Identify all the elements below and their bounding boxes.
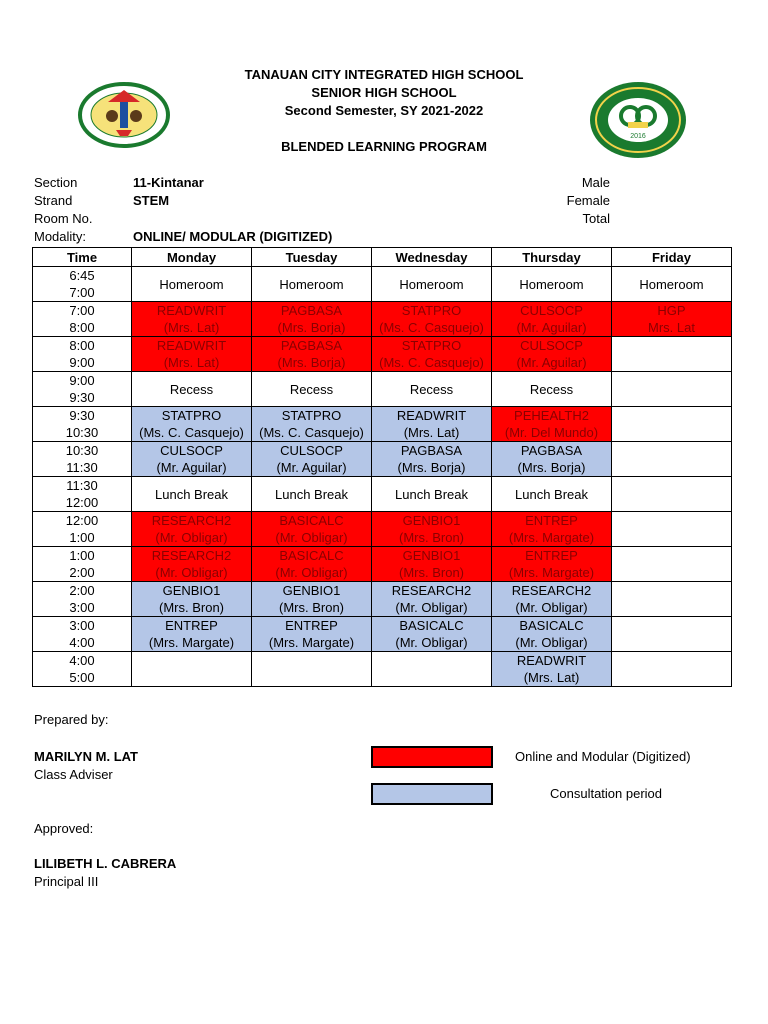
- subject-code: HGP: [657, 303, 686, 318]
- schedule-cell-wednesday: [372, 337, 492, 372]
- schedule-cell-friday: [612, 477, 732, 512]
- teacher-name: (Mr. Obligar): [395, 600, 468, 615]
- subject-code: READWRIT: [516, 653, 587, 668]
- time-cell: [33, 372, 132, 407]
- time-start: 11:30: [66, 478, 98, 493]
- teacher-name: (Mrs. Borja): [277, 320, 346, 335]
- column-header-wednesday: Wednesday: [372, 248, 492, 267]
- teacher-name: (Mrs. Bron): [399, 565, 464, 580]
- time-end: 2:00: [69, 565, 95, 580]
- time-end: 11:30: [66, 460, 98, 475]
- subject-code: PAGBASA: [520, 443, 583, 458]
- legend-consult-label: Consultation period: [550, 786, 663, 801]
- adviser-name: MARILYN M. LAT: [34, 749, 138, 764]
- section-info: [34, 174, 734, 246]
- schedule-cell-friday: [612, 617, 732, 652]
- time-cell: [33, 547, 132, 582]
- teacher-name: Mrs. Lat: [648, 320, 695, 335]
- schedule-cell-wednesday: [372, 512, 492, 547]
- approved-label: Approved:: [34, 821, 94, 836]
- schedule-cell-wednesday: [372, 617, 492, 652]
- principal-title: Principal III: [34, 874, 99, 889]
- teacher-name: (Ms. C. Casquejo): [379, 355, 484, 370]
- subject-code: GENBIO1: [282, 583, 341, 598]
- teacher-name: (Mrs. Bron): [159, 600, 224, 615]
- activity-label: Lunch Break: [395, 486, 468, 502]
- subject-code: RESEARCH2: [511, 583, 592, 598]
- room-label: Room No.: [34, 211, 93, 226]
- time-cell: [33, 302, 132, 337]
- subject-code: READWRIT: [156, 303, 227, 318]
- schedule-cell-friday: [612, 267, 732, 302]
- teacher-name: (Mrs. Borja): [277, 355, 346, 370]
- time-start: 6:45: [69, 268, 95, 283]
- time-end: 5:00: [69, 670, 95, 685]
- deped-seal-logo: [78, 82, 170, 148]
- column-header-friday: Friday: [612, 248, 732, 267]
- schedule-cell-tuesday: [252, 652, 372, 687]
- schedule-cell-monday: [132, 442, 252, 477]
- teacher-name: (Mr. Aguilar): [156, 460, 227, 475]
- schedule-cell-monday: [132, 617, 252, 652]
- teacher-name: (Mrs. Margate): [508, 530, 595, 545]
- time-end: 9:30: [69, 390, 95, 405]
- schedule-row: [33, 582, 732, 617]
- time-cell: [33, 337, 132, 372]
- schedule-row: [33, 337, 732, 372]
- teacher-name: (Mrs. Margate): [148, 635, 235, 650]
- time-start: 10:30: [65, 443, 99, 458]
- modality-value: ONLINE/ MODULAR (DIGITIZED): [133, 229, 333, 244]
- schedule-row: [33, 547, 732, 582]
- schedule-cell-tuesday: [252, 372, 372, 407]
- activity-label: Lunch Break: [275, 486, 348, 502]
- teacher-name: (Mrs. Borja): [517, 460, 586, 475]
- schedule-cell-friday: [612, 337, 732, 372]
- section-label: Section: [34, 175, 78, 190]
- subject-code: CULSOCP: [160, 443, 223, 458]
- teacher-name: (Mr. Del Mundo): [504, 425, 599, 440]
- schedule-cell-wednesday: [372, 407, 492, 442]
- time-start: 4:00: [69, 653, 95, 668]
- teacher-name: (Mrs. Lat): [523, 670, 580, 685]
- time-cell: [33, 442, 132, 477]
- teacher-name: (Mr. Obligar): [395, 635, 468, 650]
- teacher-name: (Mr. Aguilar): [516, 320, 587, 335]
- activity-label: Recess: [169, 381, 214, 397]
- schedule-cell-tuesday: [252, 582, 372, 617]
- subject-code: PAGBASA: [280, 303, 343, 318]
- schedule-row: [33, 302, 732, 337]
- subject-code: BASICALC: [279, 548, 344, 563]
- schedule-row: [33, 267, 732, 302]
- schedule-cell-wednesday: [372, 582, 492, 617]
- activity-label: Homeroom: [279, 276, 344, 292]
- schedule-cell-friday: [612, 547, 732, 582]
- schedule-cell-friday: [612, 442, 732, 477]
- schedule-cell-monday: [132, 267, 252, 302]
- activity-label: Lunch Break: [515, 486, 588, 502]
- prepared-by-label: Prepared by:: [34, 712, 109, 727]
- schedule-cell-thursday: [492, 547, 612, 582]
- time-end: 10:30: [65, 425, 99, 440]
- section-value: 11-Kintanar: [133, 175, 204, 190]
- time-end: 8:00: [69, 320, 95, 335]
- schedule-row: [33, 442, 732, 477]
- teacher-name: (Mr. Aguilar): [516, 355, 587, 370]
- subject-code: CULSOCP: [520, 303, 583, 318]
- class-schedule-table: [32, 247, 732, 687]
- schedule-row: [33, 477, 732, 512]
- time-start: 9:00: [69, 373, 95, 388]
- schedule-header-row: [33, 248, 732, 267]
- program-title: BLENDED LEARNING PROGRAM: [281, 139, 487, 154]
- column-header-thursday: Thursday: [492, 248, 612, 267]
- schedule-cell-wednesday: [372, 372, 492, 407]
- time-cell: [33, 512, 132, 547]
- schedule-row: [33, 652, 732, 687]
- subject-code: GENBIO1: [402, 513, 461, 528]
- time-start: 8:00: [69, 338, 95, 353]
- teacher-name: (Mr. Obligar): [515, 600, 588, 615]
- time-end: 12:00: [65, 495, 99, 510]
- modality-label: Modality:: [34, 229, 87, 244]
- adviser-title: Class Adviser: [34, 767, 113, 782]
- schedule-cell-thursday: [492, 652, 612, 687]
- schedule-cell-tuesday: [252, 302, 372, 337]
- schedule-cell-thursday: [492, 512, 612, 547]
- school-name: TANAUAN CITY INTEGRATED HIGH SCHOOL: [244, 67, 524, 82]
- schedule-cell-thursday: [492, 302, 612, 337]
- subject-code: BASICALC: [399, 618, 464, 633]
- time-cell: [33, 582, 132, 617]
- teacher-name: (Mr. Obligar): [155, 530, 228, 545]
- schedule-cell-friday: [612, 652, 732, 687]
- time-cell: [33, 617, 132, 652]
- schedule-row: [33, 372, 732, 407]
- teacher-name: (Mrs. Margate): [268, 635, 355, 650]
- subject-code: STATPRO: [401, 303, 462, 318]
- time-start: 2:00: [69, 583, 95, 598]
- column-header-tuesday: Tuesday: [252, 248, 372, 267]
- teacher-name: (Mr. Obligar): [515, 635, 588, 650]
- time-end: 1:00: [69, 530, 95, 545]
- schedule-cell-monday: [132, 652, 252, 687]
- activity-label: Homeroom: [519, 276, 584, 292]
- time-cell: [33, 407, 132, 442]
- subject-code: ENTREP: [165, 618, 218, 633]
- schedule-row: [33, 407, 732, 442]
- legend-online-label: Online and Modular (Digitized): [515, 749, 691, 764]
- teacher-name: (Mrs. Borja): [397, 460, 466, 475]
- subject-code: ENTREP: [285, 618, 338, 633]
- teacher-name: (Ms. C. Casquejo): [379, 320, 484, 335]
- subject-code: ENTREP: [525, 513, 578, 528]
- activity-label: Lunch Break: [155, 486, 228, 502]
- schedule-cell-tuesday: [252, 617, 372, 652]
- schedule-cell-wednesday: [372, 267, 492, 302]
- teacher-name: (Mr. Obligar): [275, 565, 348, 580]
- schedule-row: [33, 512, 732, 547]
- subject-code: STATPRO: [161, 408, 222, 423]
- schedule-cell-friday: [612, 302, 732, 337]
- subject-code: CULSOCP: [280, 443, 343, 458]
- schedule-cell-tuesday: [252, 547, 372, 582]
- teacher-name: (Mrs. Lat): [403, 425, 460, 440]
- schedule-cell-monday: [132, 547, 252, 582]
- teacher-name: (Mr. Aguilar): [276, 460, 347, 475]
- schedule-cell-thursday: [492, 582, 612, 617]
- schedule-cell-monday: [132, 372, 252, 407]
- schedule-cell-thursday: [492, 477, 612, 512]
- time-end: 7:00: [69, 285, 95, 300]
- schedule-cell-monday: [132, 407, 252, 442]
- schedule-cell-thursday: [492, 267, 612, 302]
- principal-name: LILIBETH L. CABRERA: [34, 856, 177, 871]
- schedule-cell-tuesday: [252, 512, 372, 547]
- schedule-cell-wednesday: [372, 652, 492, 687]
- activity-label: Homeroom: [159, 276, 224, 292]
- subject-code: BASICALC: [279, 513, 344, 528]
- time-start: 9:30: [69, 408, 95, 423]
- teacher-name: (Ms. C. Casquejo): [259, 425, 364, 440]
- schedule-cell-friday: [612, 407, 732, 442]
- teacher-name: (Mrs. Bron): [399, 530, 464, 545]
- schedule-cell-friday: [612, 372, 732, 407]
- subject-code: PAGBASA: [400, 443, 463, 458]
- time-start: 12:00: [65, 513, 99, 528]
- subject-code: BASICALC: [519, 618, 584, 633]
- subject-code: STATPRO: [401, 338, 462, 353]
- time-start: 1:00: [69, 548, 95, 563]
- legend-online-swatch: [371, 746, 493, 768]
- schedule-cell-tuesday: [252, 337, 372, 372]
- teacher-name: (Mrs. Lat): [163, 355, 220, 370]
- schedule-cell-thursday: [492, 442, 612, 477]
- time-start: 7:00: [69, 303, 95, 318]
- schedule-cell-monday: [132, 582, 252, 617]
- seal-year: 2016: [630, 133, 646, 140]
- schedule-cell-monday: [132, 302, 252, 337]
- subject-code: GENBIO1: [402, 548, 461, 563]
- subject-code: ENTREP: [525, 548, 578, 563]
- semester: Second Semester, SY 2021-2022: [284, 103, 484, 118]
- teacher-name: (Mr. Obligar): [275, 530, 348, 545]
- schedule-cell-tuesday: [252, 267, 372, 302]
- teacher-name: (Mr. Obligar): [155, 565, 228, 580]
- teacher-name: (Mrs. Margate): [508, 565, 595, 580]
- schedule-cell-wednesday: [372, 477, 492, 512]
- teacher-name: (Ms. C. Casquejo): [139, 425, 244, 440]
- total-label: Total: [582, 211, 610, 226]
- subject-code: PAGBASA: [280, 338, 343, 353]
- column-header-time: Time: [33, 248, 132, 267]
- schedule-cell-wednesday: [372, 442, 492, 477]
- subject-code: RESEARCH2: [151, 513, 232, 528]
- subject-code: READWRIT: [156, 338, 227, 353]
- schedule-cell-monday: [132, 337, 252, 372]
- subject-code: CULSOCP: [520, 338, 583, 353]
- schedule-cell-thursday: [492, 617, 612, 652]
- subject-code: RESEARCH2: [391, 583, 472, 598]
- activity-label: Recess: [529, 381, 574, 397]
- male-label: Male: [581, 175, 610, 190]
- activity-label: Recess: [409, 381, 454, 397]
- subject-code: READWRIT: [396, 408, 467, 423]
- schedule-cell-friday: [612, 582, 732, 617]
- schedule-cell-tuesday: [252, 407, 372, 442]
- female-label: Female: [566, 193, 610, 208]
- time-cell: [33, 267, 132, 302]
- strand-value: STEM: [133, 193, 170, 208]
- time-cell: [33, 652, 132, 687]
- schedule-cell-wednesday: [372, 547, 492, 582]
- subject-code: STATPRO: [281, 408, 342, 423]
- schedule-cell-wednesday: [372, 302, 492, 337]
- department-name: SENIOR HIGH SCHOOL: [311, 85, 457, 100]
- schedule-row: [33, 617, 732, 652]
- schedule-cell-thursday: [492, 407, 612, 442]
- teacher-name: (Mrs. Bron): [279, 600, 344, 615]
- activity-label: Homeroom: [399, 276, 464, 292]
- schedule-cell-tuesday: [252, 477, 372, 512]
- schedule-cell-monday: [132, 477, 252, 512]
- teacher-name: (Mrs. Lat): [163, 320, 220, 335]
- schedule-cell-thursday: [492, 372, 612, 407]
- time-end: 3:00: [69, 600, 95, 615]
- time-cell: [33, 477, 132, 512]
- time-start: 3:00: [69, 618, 95, 633]
- time-end: 4:00: [69, 635, 95, 650]
- strand-label: Strand: [34, 193, 73, 208]
- activity-label: Homeroom: [639, 276, 704, 292]
- subject-code: PEHEALTH2: [514, 408, 589, 423]
- schedule-cell-monday: [132, 512, 252, 547]
- time-end: 9:00: [69, 355, 95, 370]
- legend-consult-swatch: [371, 783, 493, 805]
- subject-code: RESEARCH2: [151, 548, 232, 563]
- column-header-monday: Monday: [132, 248, 252, 267]
- schedule-cell-thursday: [492, 337, 612, 372]
- schedule-cell-tuesday: [252, 442, 372, 477]
- school-seal-logo: [588, 80, 688, 160]
- subject-code: GENBIO1: [162, 583, 221, 598]
- activity-label: Recess: [289, 381, 334, 397]
- schedule-cell-friday: [612, 512, 732, 547]
